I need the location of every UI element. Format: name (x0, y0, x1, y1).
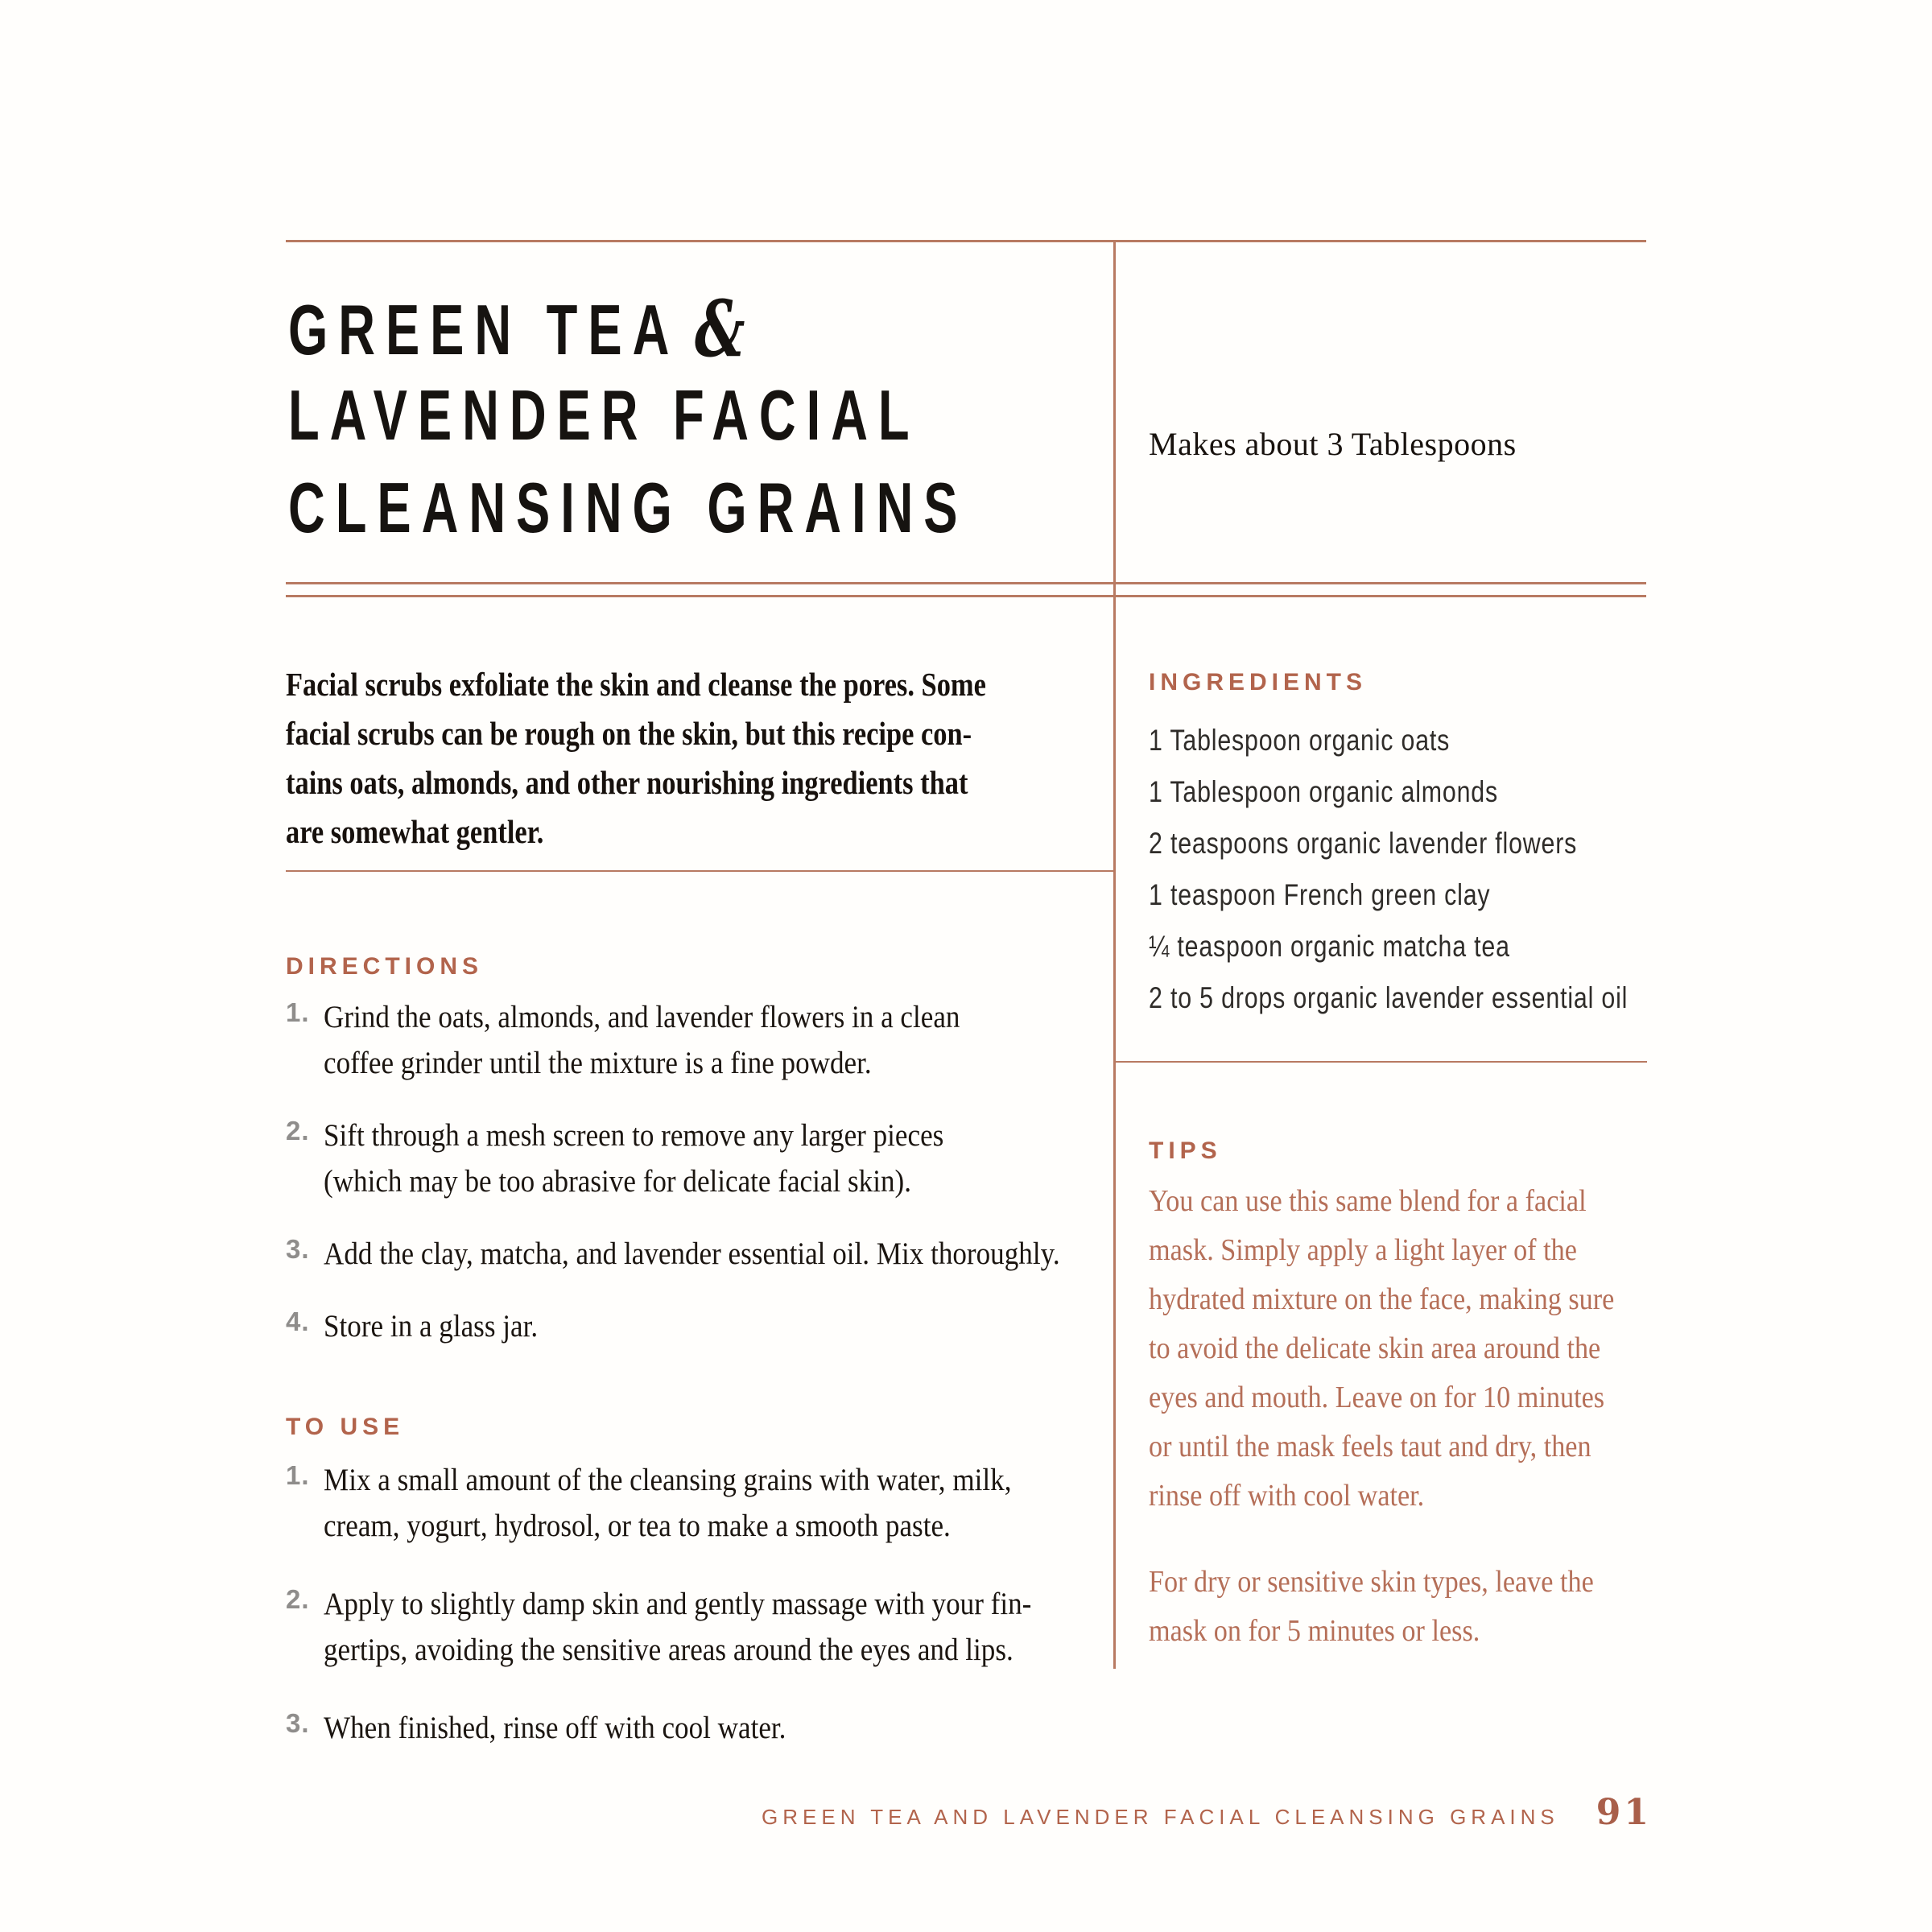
step-number: 2. (286, 1584, 310, 1614)
title-line-3 (288, 467, 1232, 559)
ingredient-item: 2 teaspoons organic lavender flowers (1149, 827, 1578, 860)
page-footer (762, 1792, 1652, 1833)
title-ampersand: & (695, 283, 745, 374)
step-text: (which may be too abrasive for delicate facial skin). (324, 1164, 911, 1199)
ingredient-item: ¼ teaspoon organic matcha tea (1149, 930, 1510, 963)
title-line-2 (288, 374, 1232, 467)
tips-line: For dry or sensitive skin types, leave the (1149, 1565, 1594, 1599)
directions-step-1 (286, 994, 1187, 1086)
step-number: 4. (286, 1307, 310, 1336)
step-text: When finished, rinse off with cool water. (324, 1711, 786, 1745)
intro-line: tains oats, almonds, and other nourishing ingredients that (286, 764, 968, 801)
step-text: Add the clay, matcha, and lavender essential oil. Mix thoroughly. (324, 1236, 1060, 1271)
title-text-2: LAVENDER FACIAL (288, 375, 920, 455)
ingredient-item: 1 teaspoon French green clay (1149, 878, 1491, 911)
step-text: Store in a glass jar. (324, 1309, 539, 1344)
intro-line: are somewhat gentler. (286, 813, 544, 850)
double-divider-upper (286, 582, 1646, 584)
step-number: 3. (286, 1708, 310, 1738)
step-text: Mix a small amount of the cleansing grains with water, milk, (324, 1463, 1012, 1497)
top-divider (286, 240, 1646, 242)
intro-divider (286, 870, 1113, 872)
step-text: Apply to slightly damp skin and gently massage with your fin- (324, 1587, 1032, 1621)
to-use-step-2 (286, 1581, 1187, 1673)
directions-section (286, 952, 1187, 1376)
step-text: gertips, avoiding the sensitive areas around the eyes and lips. (324, 1633, 1013, 1667)
running-title: GREEN TEA AND LAVENDER FACIAL CLEANSING GRAINS (762, 1805, 1559, 1829)
ingredient-item: 2 to 5 drops organic lavender essential oil (1149, 981, 1629, 1014)
tips-line: eyes and mouth. Leave on for 10 minutes (1149, 1381, 1605, 1414)
intro-line: Facial scrubs exfoliate the skin and cleanse the pores. Some (286, 666, 986, 703)
tips-line: rinse off with cool water. (1149, 1479, 1425, 1513)
tips-line: or until the mask feels taut and dry, then (1149, 1430, 1591, 1463)
step-text: Sift through a mesh screen to remove any larger pieces (324, 1118, 944, 1153)
directions-step-3 (286, 1231, 1187, 1277)
ingredients-section (1149, 668, 1733, 1024)
step-number: 2. (286, 1116, 310, 1146)
tips-line: hydrated mixture on the face, making sure (1149, 1282, 1615, 1316)
tips-line: mask. Simply apply a light layer of the (1149, 1233, 1577, 1267)
ingredients-heading: INGREDIENTS (1149, 669, 1368, 696)
tips-section (1149, 1137, 1666, 1656)
page-number: 91 (1596, 1792, 1652, 1833)
intro-line: facial scrubs can be rough on the skin, but this recipe con- (286, 715, 972, 752)
step-number: 1. (286, 997, 310, 1027)
ingredient-item: 1 Tablespoon organic almonds (1149, 775, 1498, 808)
recipe-title (288, 282, 1232, 559)
tips-paragraph-1 (1149, 1177, 1666, 1521)
ingredients-divider (1116, 1061, 1647, 1063)
to-use-section (286, 1413, 1187, 1783)
directions-step-4 (286, 1303, 1187, 1349)
step-number: 1. (286, 1460, 310, 1490)
tips-line: to avoid the delicate skin area around the (1149, 1331, 1601, 1365)
directions-heading: DIRECTIONS (286, 953, 484, 980)
step-number: 3. (286, 1234, 310, 1264)
tips-line: mask on for 5 minutes or less. (1149, 1614, 1480, 1648)
yield-note: Makes about 3 Tablespoons (1149, 426, 1517, 462)
to-use-step-3 (286, 1705, 1187, 1751)
step-text: coffee grinder until the mixture is a fine powder. (324, 1046, 872, 1080)
directions-step-2 (286, 1113, 1187, 1204)
double-divider-lower (286, 595, 1646, 597)
to-use-step-1 (286, 1457, 1187, 1549)
ingredient-item: 1 Tablespoon organic oats (1149, 724, 1451, 757)
step-text: cream, yogurt, hydrosol, or tea to make a smooth paste. (324, 1509, 951, 1543)
to-use-heading: TO USE (286, 1414, 405, 1440)
title-line-1 (288, 282, 1232, 374)
tips-line: You can use this same blend for a facial (1149, 1184, 1587, 1218)
title-text-1: GREEN TEA (288, 290, 680, 369)
tips-heading: TIPS (1149, 1137, 1222, 1164)
tips-paragraph-2 (1149, 1558, 1666, 1656)
step-text: Grind the oats, almonds, and lavender flowers in a clean (324, 1000, 960, 1034)
intro-paragraph (286, 660, 1120, 857)
title-text-3: CLEANSING GRAINS (288, 468, 968, 547)
